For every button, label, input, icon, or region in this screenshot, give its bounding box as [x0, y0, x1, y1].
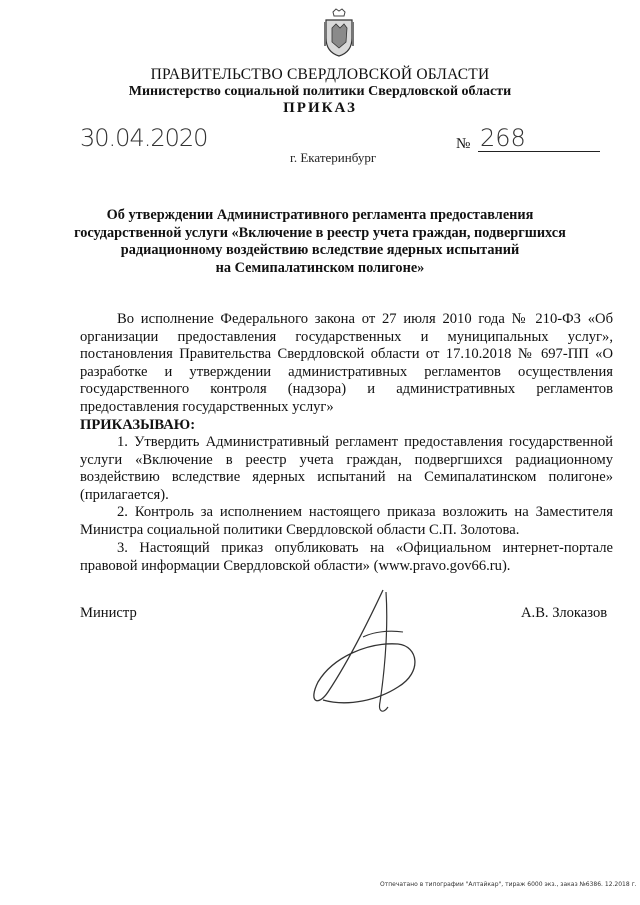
title-line: Об утверждении Административного регламента предоставления — [106, 207, 534, 223]
number-underline — [478, 151, 600, 152]
order-item-2: 2. Контроль за исполнением настоящего приказа возложить на Заместителя Министра социальной политики Свердловской области С.П. Золотова. — [80, 504, 613, 538]
ministry-name: Министерство социальной политики Свердловской области — [128, 84, 512, 99]
title-line: государственной услуги «Включение в реестр учета граждан, подвергшихся — [74, 224, 566, 241]
title-line: радиационному воздействию вследствие ядерных испытаний — [120, 242, 520, 258]
signer-name: А.В. Злоказов — [521, 605, 608, 621]
order-item-3: 3. Настоящий приказ опубликовать на «Официальном интернет-портале правовой информации Свердловской области» (www.pravo.gov66.ru). — [80, 540, 613, 574]
document-type: ПРИКАЗ — [283, 100, 357, 116]
number-label: № — [456, 136, 471, 152]
handwritten-number: 268 — [480, 124, 526, 152]
title-line: на Семипалатинском полигоне» — [215, 259, 425, 276]
document-title — [0, 207, 640, 277]
handwritten-signature — [288, 582, 438, 722]
intro-paragraph: Во исполнение Федерального закона от 27 июля 2010 года № 210-ФЗ «Об организации предоставления государственных и муниципальных услуг», постановления Правительства Свердловской области от 17.10.2018 № 697-ПП «О разработке и утверждении административных регламентов осуществления государственного контроля (надзора) и административных регламентов предоставления государственных услуг» — [80, 311, 613, 415]
print-note: Отпечатано в типографии "Алтайкар", тираж 6000 экз., заказ №6386. 12.2018 г. — [380, 881, 637, 888]
coat-of-arms-emblem — [322, 8, 356, 58]
handwritten-date: 30.04.2020 — [80, 124, 208, 152]
government-name: ПРАВИТЕЛЬСТВО СВЕРДЛОВСКОЙ ОБЛАСТИ — [150, 66, 490, 83]
signer-position: Министр — [80, 605, 137, 621]
order-word: ПРИКАЗЫВАЮ: — [80, 417, 196, 433]
order-item-1: 1. Утвердить Административный регламент предоставления государственной услуги «Включение в реестр учета граждан, подвергшихся радиационному воздействию вследствие ядерных испытаний на Семипалатинском полигоне» (прилагается). — [80, 434, 613, 503]
city: г. Екатеринбург — [290, 150, 377, 165]
